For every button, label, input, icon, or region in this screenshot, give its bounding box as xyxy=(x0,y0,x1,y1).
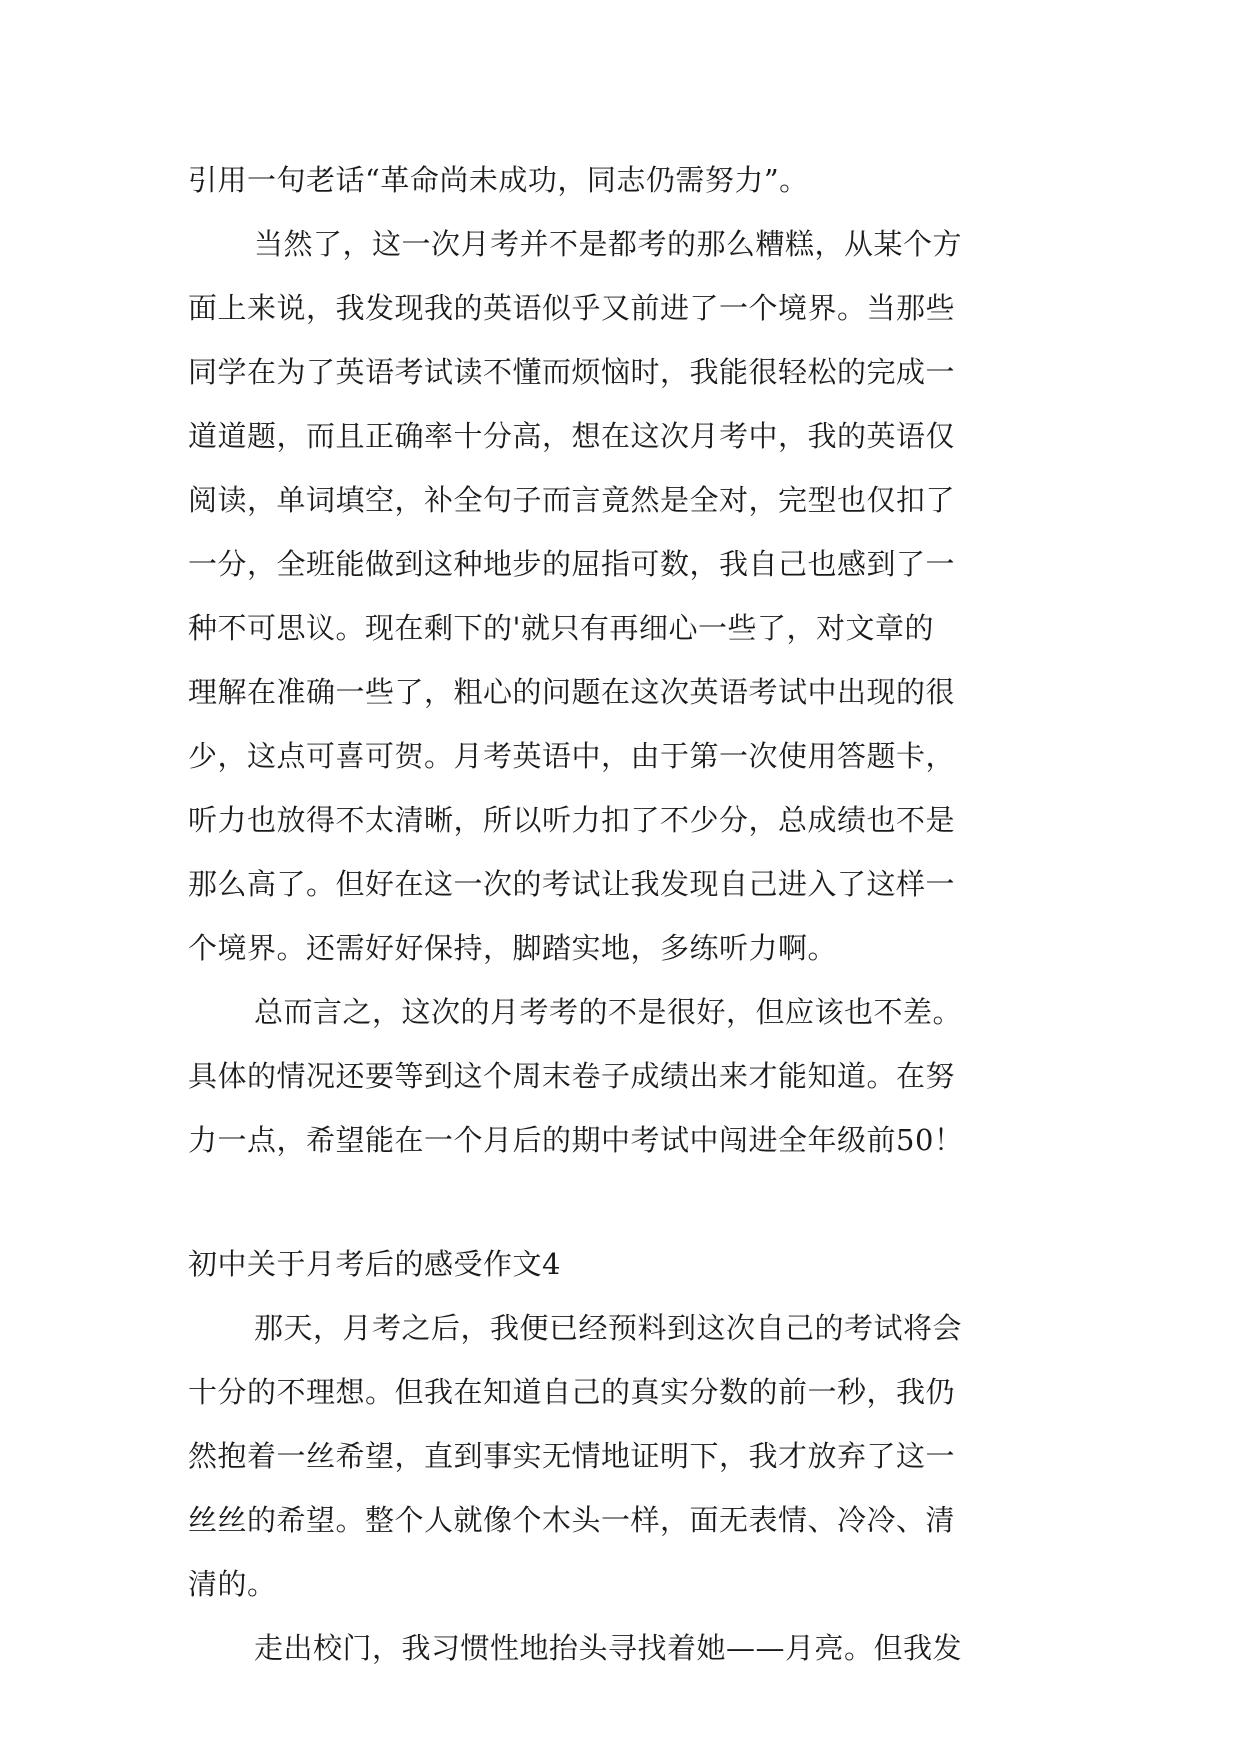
text-line: 力一点，希望能在一个月后的期中考试中闯进全年级前50！ xyxy=(188,1123,964,1157)
text-line: 具体的情况还要等到这个周末卷子成绩出来才能知道。在努 xyxy=(188,1059,956,1093)
paragraph xyxy=(188,1296,1068,1616)
text-line: 当然了，这一次月考并不是都考的那么糟糕，从某个方 xyxy=(254,227,963,261)
text-line: 种不可思议。现在剩下的'就只有再细心一些了，对文章的 xyxy=(188,611,934,645)
paragraph xyxy=(188,980,1068,1172)
text-line: 清的。 xyxy=(188,1567,277,1601)
text-line: 个境界。还需好好保持，脚踏实地，多练听力啊。 xyxy=(188,931,838,965)
document-page xyxy=(188,148,1068,1680)
text-line: 那天，月考之后，我便已经预料到这次自己的考试将会 xyxy=(254,1311,963,1345)
text-line: 总而言之，这次的月考考的不是很好，但应该也不差。 xyxy=(254,995,963,1029)
text-line: 同学在为了英语考试读不懂而烦恼时，我能很轻松的完成一 xyxy=(188,355,956,389)
text-line: 十分的不理想。但我在知道自己的真实分数的前一秒，我仍 xyxy=(188,1375,956,1409)
text-line: 理解在准确一些了，粗心的问题在这次英语考试中出现的很 xyxy=(188,675,956,709)
text-line: 引用一句老话“革命尚未成功，同志仍需努力”。 xyxy=(188,163,809,197)
text-line: 丝丝的希望。整个人就像个木头一样，面无表情、冷冷、清 xyxy=(188,1503,956,1537)
section-gap xyxy=(188,1172,1068,1232)
text-line: 少，这点可喜可贺。月考英语中，由于第一次使用答题卡， xyxy=(188,739,956,773)
text-line: 一分，全班能做到这种地步的屈指可数，我自己也感到了一 xyxy=(188,547,956,581)
text-line: 听力也放得不太清晰，所以听力扣了不少分，总成绩也不是 xyxy=(188,803,956,837)
text-line: 阅读，单词填空，补全句子而言竟然是全对，完型也仅扣了 xyxy=(188,483,956,517)
paragraph xyxy=(188,1616,1068,1680)
text-line: 那么高了。但好在这一次的考试让我发现自己进入了这样一 xyxy=(188,867,956,901)
text-line: 走出校门，我习惯性地抬头寻找着她——月亮。但我发 xyxy=(254,1631,963,1665)
text-line: 然抱着一丝希望，直到事实无情地证明下，我才放弃了这一 xyxy=(188,1439,956,1473)
paragraph xyxy=(188,212,1068,980)
text-line: 道道题，而且正确率十分高，想在这次月考中，我的英语仅 xyxy=(188,419,956,453)
text-line: 面上来说，我发现我的英语似乎又前进了一个境界。当那些 xyxy=(188,291,956,325)
section-heading: 初中关于月考后的感受作文4 xyxy=(188,1247,561,1281)
